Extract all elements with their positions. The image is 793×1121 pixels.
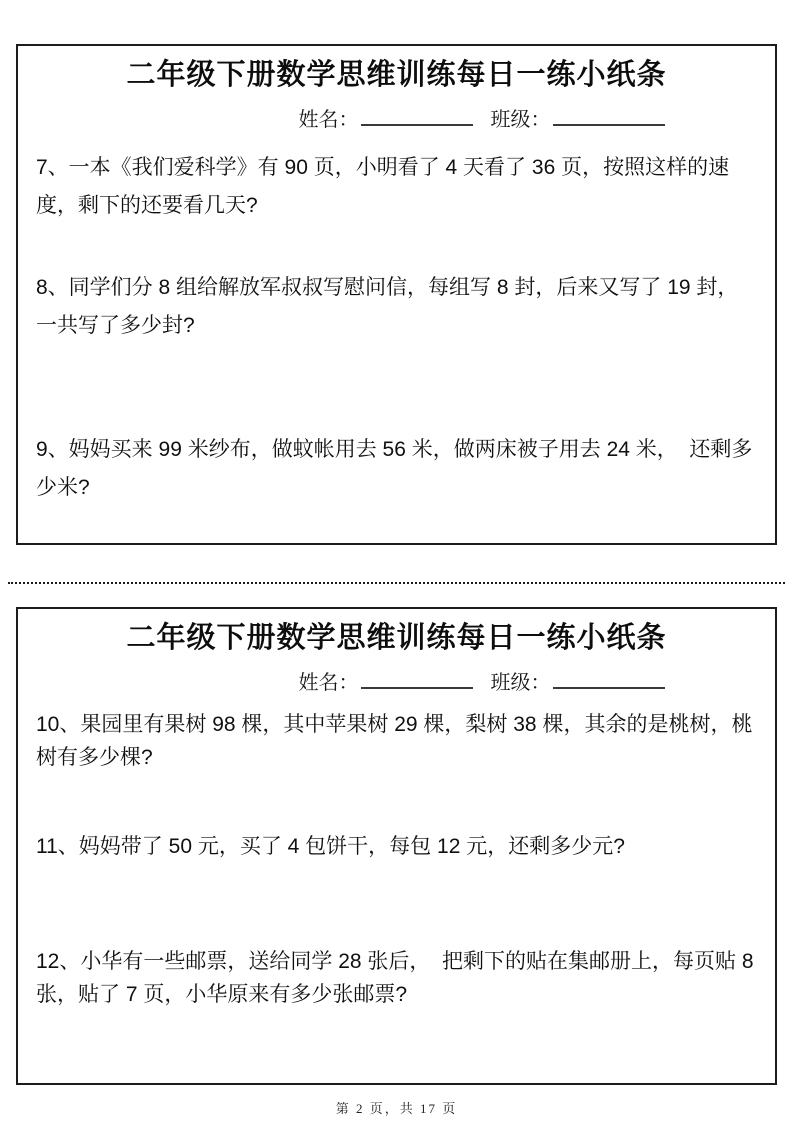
name-blank-field <box>361 671 473 689</box>
worksheet-slip-top <box>16 44 777 545</box>
problem-12: 12、小华有一些邮票，送给同学 28 张后， 把剩下的贴在集邮册上，每页贴 8 张，贴了 7 页，小华原来有多少张邮票? <box>36 950 760 1006</box>
name-blank-field <box>361 108 473 126</box>
problem-11: 11、妈妈带了 50 元，买了 4 包饼干，每包 12 元，还剩多少元? <box>36 835 625 858</box>
class-blank-field <box>553 108 665 126</box>
problem-8: 8、同学们分 8 组给解放军叔叔写慰问信，每组写 8 封，后来又写了 19 封，一共写了多少封? <box>36 276 739 337</box>
class-label: 班级： <box>490 109 551 131</box>
worksheet-title: 二年级下册数学思维训练每日一练小纸条 <box>126 622 667 654</box>
name-class-row <box>206 107 757 133</box>
name-label: 姓名： <box>298 109 359 131</box>
worksheet-slip-bottom <box>16 607 777 1085</box>
class-label: 班级： <box>490 672 551 694</box>
cut-line-divider <box>8 582 785 584</box>
page-number-footer: 第 2 页，共 17 页 <box>335 1101 458 1116</box>
problem-9: 9、妈妈买来 99 米纱布，做蚊帐用去 56 米，做两床被子用去 24 米， 还剩多少米? <box>36 438 753 499</box>
name-label: 姓名： <box>298 672 359 694</box>
name-class-row <box>206 670 757 696</box>
worksheet-title: 二年级下册数学思维训练每日一练小纸条 <box>126 59 667 91</box>
class-blank-field <box>553 671 665 689</box>
problem-7: 7、一本《我们爱科学》有 90 页，小明看了 4 天看了 36 页，按照这样的速度，剩下的还要看几天? <box>36 156 730 217</box>
problem-10: 10、果园里有果树 98 棵，其中苹果树 29 棵，梨树 38 棵，其余的是桃树，桃树有多少棵? <box>36 713 753 769</box>
